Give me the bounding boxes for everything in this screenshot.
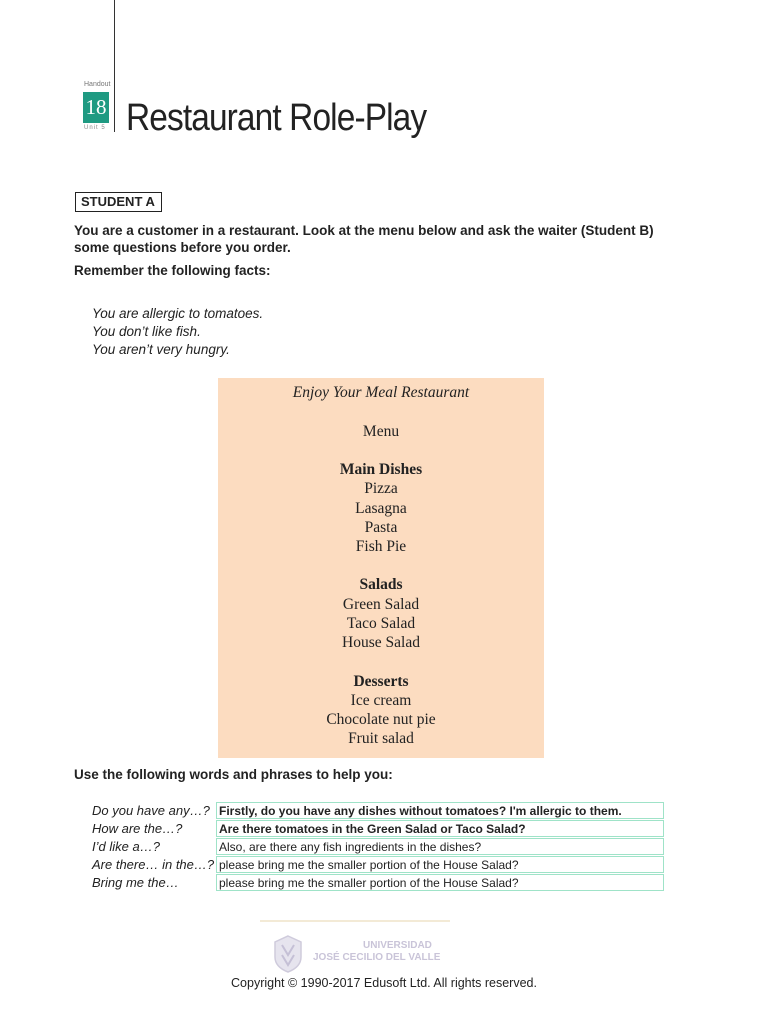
menu-restaurant-name: Enjoy Your Meal Restaurant [292,384,470,401]
handout-label: Handout [84,81,111,88]
remember-heading: Remember the following facts: [74,263,271,278]
menu-item: House Salad [342,634,420,651]
student-label: STUDENT A [75,192,162,212]
phrase-prompt: How are the…? [92,821,183,836]
menu-section-title: Salads [359,576,403,593]
response-field[interactable]: Firstly, do you have any dishes without tomatoes? I'm allergic to them. [216,802,664,819]
menu-item: Ice cream [350,692,412,709]
page-title: Restaurant Role-Play [126,97,427,139]
menu-heading: Menu [362,423,400,440]
header-divider-line [114,0,115,132]
phrase-prompt: I’d like a…? [92,839,160,854]
logo-line-1: UNIVERSIDAD [363,940,432,951]
menu-item: Pizza [364,480,398,497]
university-logo-text [313,940,440,964]
fact-item: You aren’t very hungry. [92,342,230,357]
handout-number-badge: 18 [83,92,109,123]
response-field[interactable]: Also, are there any fish ingredients in the dishes? [216,838,664,855]
phrase-prompt: Bring me the… [92,875,179,890]
logo-line-2: JOSÉ CECILIO DEL VALLE [313,952,441,963]
phrases-heading: Use the following words and phrases to help you: [74,767,393,782]
response-field[interactable]: please bring me the smaller portion of the House Salad? [216,856,664,873]
menu-item: Lasagna [355,500,407,517]
instructions-text: You are a customer in a restaurant. Look at the menu below and ask the waiter (Student B) some questions before you order. [74,223,654,255]
university-logo-icon [273,935,303,978]
phrase-prompt: Do you have any…? [92,803,210,818]
menu-section-title: Main Dishes [339,461,423,478]
response-field[interactable]: Are there tomatoes in the Green Salad or Taco Salad? [216,820,664,837]
unit-label: Unit 5 [84,125,106,131]
facts-list [92,305,263,359]
menu-item: Taco Salad [346,615,416,632]
restaurant-menu [218,378,544,758]
menu-item: Fish Pie [355,538,407,555]
phrase-prompt: Are there… in the…? [92,857,215,872]
menu-item: Pasta [364,519,398,536]
menu-item: Green Salad [342,596,420,613]
menu-item: Fruit salad [348,730,414,747]
footer-divider [260,920,450,922]
menu-section-title: Desserts [353,673,409,690]
fact-item: You don’t like fish. [92,324,201,339]
copyright-text: Copyright © 1990-2017 Edusoft Ltd. All rights reserved. [231,976,537,990]
menu-item: Chocolate nut pie [326,711,436,728]
fact-item: You are allergic to tomatoes. [92,306,264,321]
response-field[interactable]: please bring me the smaller portion of the House Salad? [216,874,664,891]
